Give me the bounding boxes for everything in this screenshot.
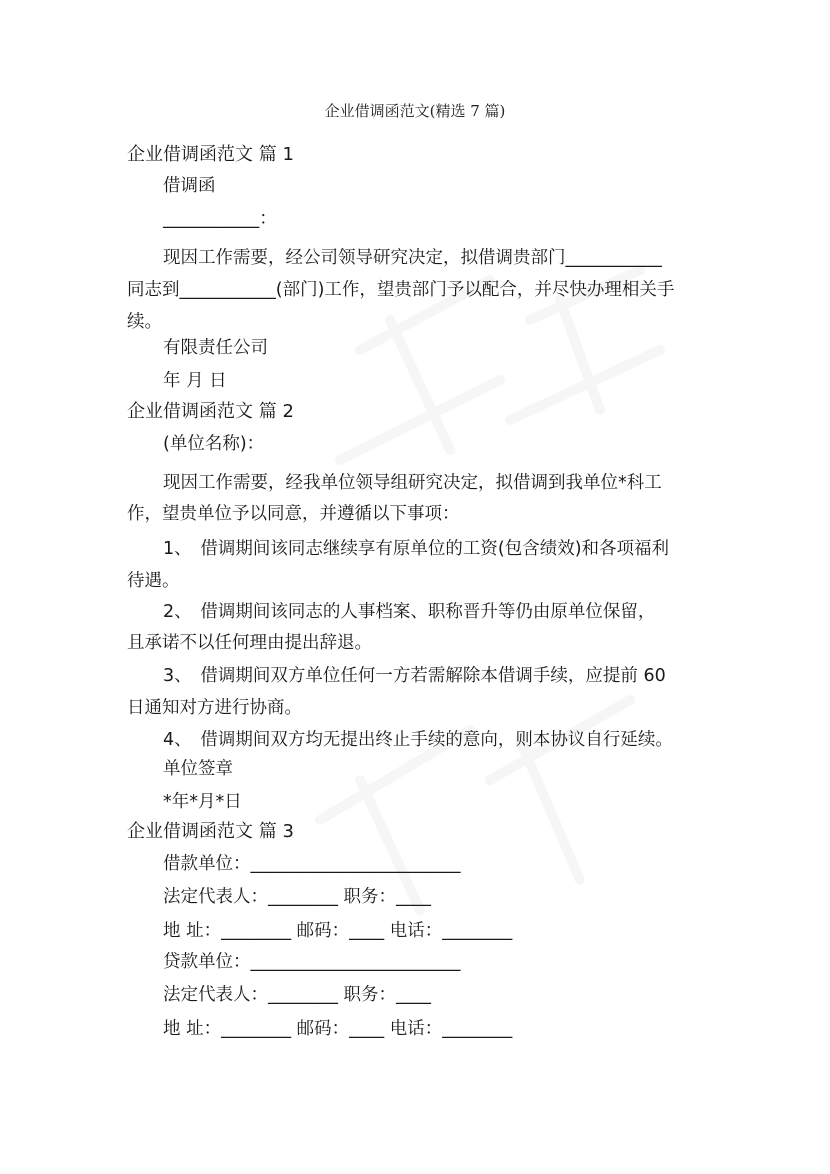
list-item: 2、 借调期间该同志的人事档案、职称晋升等仍由原单位保留，: [163, 602, 656, 622]
list-item: 4、 借调期间双方均无提出终止手续的意向，则本协议自行延续。: [163, 730, 673, 750]
paragraph-line: 现因工作需要，经公司领导研究决定，拟借调贵部门___________: [163, 248, 662, 268]
paragraph-line: 现因工作需要，经我单位领导组研究决定，拟借调到我单位*科工: [163, 473, 662, 493]
section-heading: 企业借调函范文 篇 3: [127, 821, 294, 842]
paragraph-line: 同志到___________(部门)工作，望贵部门予以配合，并尽快办理相关手: [127, 280, 675, 300]
form-row-lender: 贷款单位：________________________: [163, 952, 461, 972]
list-item-continued: 待遇。: [127, 571, 180, 591]
form-row-borrower: 借款单位：________________________: [163, 854, 461, 874]
salutation-blank: ___________：: [163, 209, 277, 229]
list-item: 1、 借调期间该同志继续享有原单位的工资(包含绩效)和各项福利: [163, 539, 670, 559]
form-row-address: 地 址：________ 邮码：____ 电话：________: [163, 921, 513, 941]
signature-date: *年*月*日: [163, 792, 242, 812]
signature-company: 有限责任公司: [163, 338, 268, 358]
section-heading: 企业借调函范文 篇 1: [127, 144, 294, 165]
document-title: 企业借调函范文(精选 7 篇): [324, 102, 506, 120]
signature-date: 年 月 日: [163, 371, 227, 391]
salutation: (单位名称)：: [163, 434, 265, 454]
paragraph-line: 续。: [127, 312, 162, 332]
letter-title: 借调函: [163, 176, 216, 196]
list-item-continued: 且承诺不以任何理由提出辞退。: [127, 633, 372, 653]
list-item: 3、 借调期间双方单位任何一方若需解除本借调手续，应提前 60: [163, 666, 666, 686]
form-row-address: 地 址：________ 邮码：____ 电话：________: [163, 1019, 513, 1039]
list-item-continued: 日通知对方进行协商。: [127, 698, 302, 718]
paragraph-line: 作，望贵单位予以同意，并遵循以下事项：: [127, 504, 460, 524]
section-heading: 企业借调函范文 篇 2: [127, 401, 294, 422]
form-row-representative: 法定代表人：________ 职务：____: [163, 887, 432, 907]
signature-seal: 单位签章: [163, 759, 233, 779]
form-row-representative: 法定代表人：________ 职务：____: [163, 985, 432, 1005]
